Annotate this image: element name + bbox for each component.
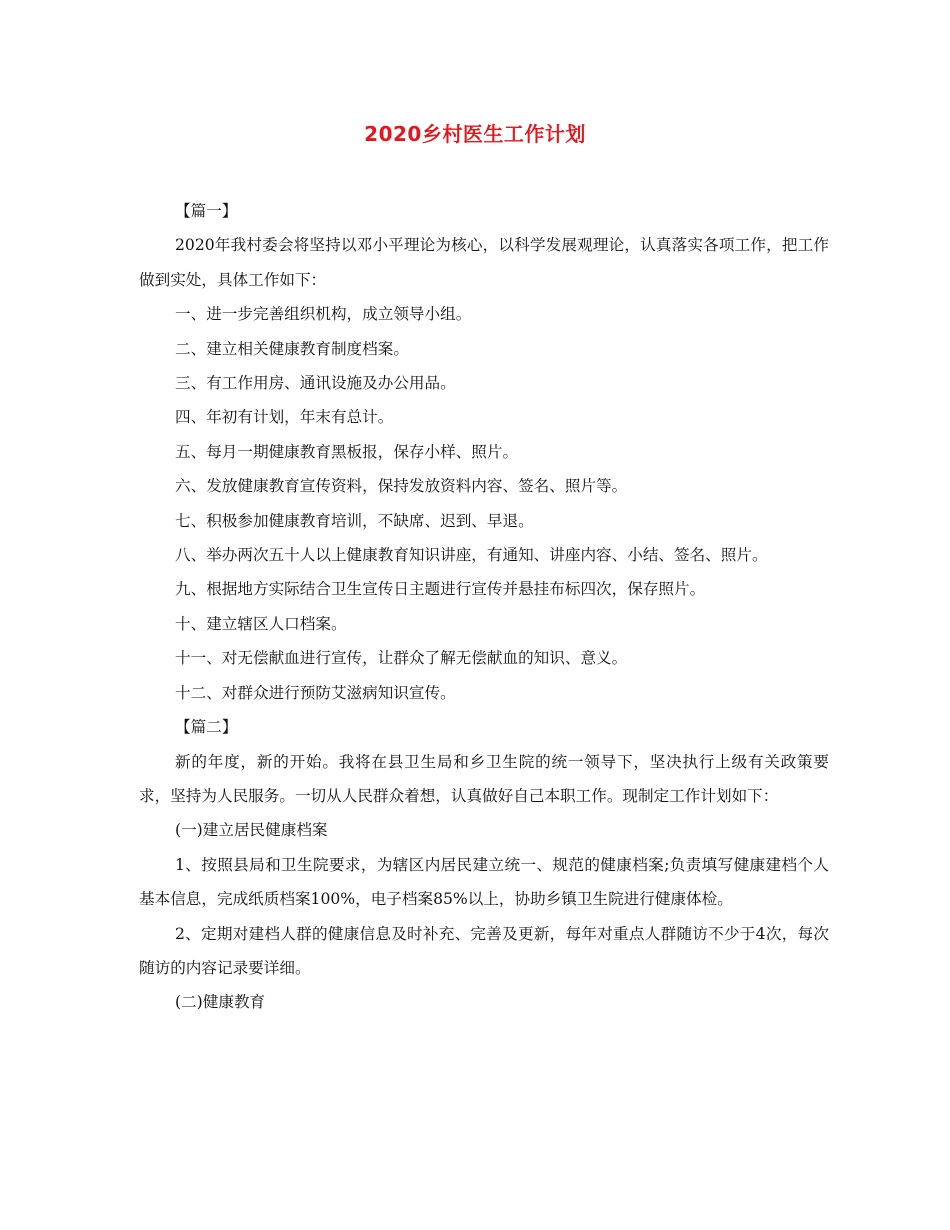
list-item: 1、按照县局和卫生院要求，为辖区内居民建立统一、规范的健康档案;负责填写健康建档个人基本信息，完成纸质档案100%，电子档案85%以上，协助乡镇卫生院进行健康体检。 (139, 855, 829, 909)
list-item: 六、发放健康教育宣传资料，保持发放资料内容、签名、照片等。 (175, 477, 628, 496)
document-title: 2020乡村医生工作计划 (364, 122, 586, 146)
list-item: 2、定期对建档人群的健康信息及时补充、完善及更新，每年对重点人群随访不少于4次，每次随访的内容记录要详细。 (139, 924, 829, 977)
paragraph: 2020年我村委会将坚持以邓小平理论为核心，以科学发展观理论，认真落实各项工作，把工作做到实处，具体工作如下： (139, 236, 829, 289)
list-item: 二、建立相关健康教育制度档案。 (175, 339, 409, 358)
subsection-heading: (二)健康教育 (175, 993, 266, 1012)
list-item: 九、根据地方实际结合卫生宣传日主题进行宣传并悬挂布标四次，保存照片。 (175, 580, 706, 599)
section-heading-2: 【篇二】 (175, 718, 238, 737)
list-item: 十一、对无偿献血进行宣传，让群众了解无偿献血的知识、意义。 (175, 649, 628, 668)
list-item: 五、每月一期健康教育黑板报，保存小样、照片。 (175, 442, 519, 461)
document-body (139, 194, 829, 1020)
list-item: 八、举办两次五十人以上健康教育知识讲座，有通知、讲座内容、小结、签名、照片。 (175, 546, 768, 565)
list-item: 一、进一步完善组织机构，成立领导小组。 (175, 305, 472, 324)
list-item: 四、年初有计划，年末有总计。 (175, 408, 394, 427)
list-item: 七、积极参加健康教育培训，不缺席、迟到、早退。 (175, 511, 534, 530)
list-item: 十二、对群众进行预防艾滋病知识宣传。 (175, 683, 456, 702)
paragraph: 新的年度，新的开始。我将在县卫生局和乡卫生院的统一领导下，坚决执行上级有关政策要求，坚持为人民服务。一切从人民群众着想，认真做好自己本职工作。现制定工作计划如下： (139, 752, 829, 805)
list-item: 三、有工作用房、通讯设施及办公用品。 (175, 374, 456, 393)
subsection-heading: (一)建立居民健康档案 (175, 821, 328, 840)
list-item: 十、建立辖区人口档案。 (175, 614, 347, 633)
section-heading-1: 【篇一】 (175, 202, 238, 220)
